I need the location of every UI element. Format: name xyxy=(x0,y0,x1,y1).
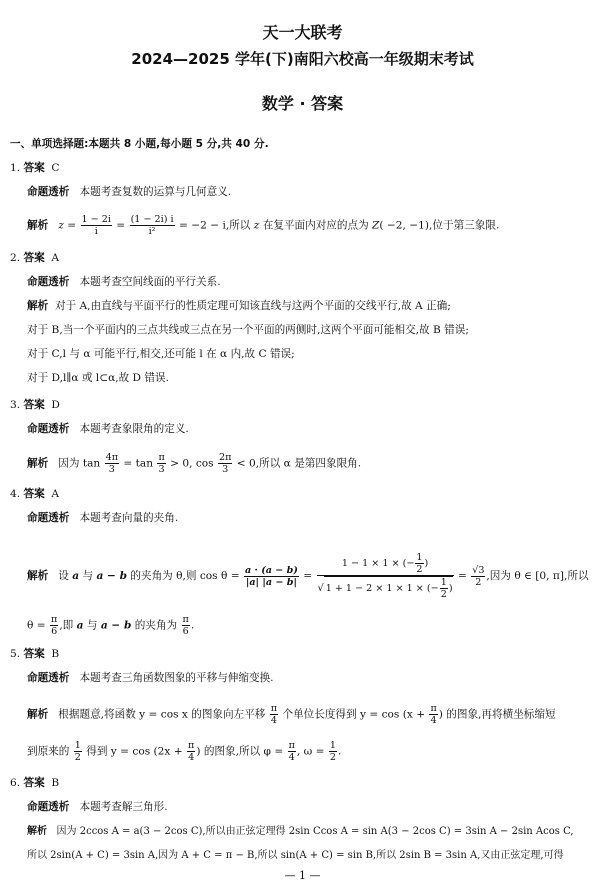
q6-analysis-line-2: 所以 2sin(A + C) = 3sin A,因为 A + C = π − B,所以 sin(A + C) = sin B,所以 2sin B = 3sin A,又由正弦定理,可得 xyxy=(27,850,564,861)
analysis-label: 解析 xyxy=(27,219,49,232)
q6-answer-value: B xyxy=(51,777,60,789)
answer-label: 答案 xyxy=(23,162,45,174)
q2-analysis-line-4: 对于 D,l∥α 或 l⊂α,故 D 错误. xyxy=(27,372,169,384)
q6-analysis-line-1: 解析 因为 2ccos A = a(3 − 2cos C),所以由正弦定理得 2sin Ccos A = sin A(3 − 2cos C) = 3sin A − 2sin Acos C, xyxy=(27,826,574,837)
q5-answer-value: B xyxy=(51,648,60,660)
q1-insight xyxy=(27,184,605,200)
page-number: — 1 — xyxy=(284,869,321,882)
q1-analysis: 解析 z = $\frac{1 - 2i}{i}$ = $\frac{(1 - 2i) i}{\text{i²}}$ = −2 − i,所以 z 在复平面内对应的点为 Z( −2, −1),位于第三象限. xyxy=(27,214,500,237)
q1-insight-text: 本题考查复数的运算与几何意义. xyxy=(79,186,232,198)
q2-analysis-line-3: 对于 C,l 与 α 可能平行,相交,还可能 l 在 α 内,故 C 错误; xyxy=(27,348,295,360)
q1-answer-value: C xyxy=(51,162,60,174)
q2-analysis-line-1: 解析 对于 A,由直线与平面平行的性质定理可知该直线与这两个平面的交线平行,故 A 正确; xyxy=(27,300,451,312)
q6-answer: 6. 答案 B xyxy=(10,777,60,789)
q4-big-fraction: 1 − 1 × 1 × (− $\frac{1}{2}$ ) √ 1 + 1 − 2 × 1 × 1 × (− $\frac{1}{2}$ ) xyxy=(317,552,453,600)
q2-answer: 2. 答案 A xyxy=(10,252,60,264)
q4-analysis: 解析 设 a 与 a − b 的夹角为 θ,则 cos θ = $\frac{a \cdot (a - b)}{|a| |a - b|}$ = 1 − 1 × 1 × (− $\frac{1}{2}$ ) √ 1 + 1 − 2 × 1 × 1 × (− $\frac{1}{2}$ ) = $\frac{√3}{2}$ ,因为 θ ∈ [0, π],所以 xyxy=(27,552,589,600)
q4-insight: 命题透析 本题考查向量的夹角. xyxy=(27,512,179,524)
q1-number: 1. xyxy=(10,162,21,174)
title-line-3: 数学 · 答案 xyxy=(261,94,344,113)
q5-analysis: 解析 根据题意,将函数 y = cos x 的图象向左平移 $\frac{\pi}{4}$ 个单位长度得到 y = cos (x + $\frac{\pi}{4}$ ) 的图象,再将横坐标缩短 xyxy=(27,703,556,726)
q2-answer-value: A xyxy=(51,252,60,264)
title-line-1: 天一大联考 xyxy=(262,23,343,42)
q2-analysis-line-2: 对于 B,当一个平面内的三点共线或三点在另一个平面的两侧时,这两个平面可能相交,故 B 错误; xyxy=(27,324,469,336)
insight-label: 命题透析 xyxy=(27,186,70,198)
q3-insight: 命题透析 本题考查象限角的定义. xyxy=(27,423,189,435)
q1-fraction-2: $\frac{(1 - 2i) i}{\text{i²}}$ xyxy=(130,214,174,237)
q6-insight: 命题透析 本题考查解三角形. xyxy=(27,801,168,813)
title-line-2: 2024—2025 学年(下)南阳六校高一年级期末考试 xyxy=(131,50,474,68)
q2-insight: 命题透析 本题考查空间线面的平行关系. xyxy=(27,276,221,288)
q1-fraction-1: $\frac{1 - 2i}{i}$ xyxy=(81,214,111,237)
q4-answer-value: A xyxy=(51,488,60,500)
q5-answer: 5. 答案 B xyxy=(10,648,60,660)
q3-analysis: 解析 因为 tan $\frac{4\pi}{3}$ = tan $\frac{\pi}{3}$ > 0, cos $\frac{2\pi}{3}$ < 0,所以 α 是第四象限角. xyxy=(27,452,362,475)
q4-vector-fraction: $\frac{a \cdot (a - b)}{|a| |a - b|}$ xyxy=(244,564,298,588)
q3-answer: 3. 答案 D xyxy=(10,399,60,411)
q5-insight: 命题透析 本题考查三角函数图象的平移与伸缩变换. xyxy=(27,672,274,684)
q1-answer xyxy=(10,160,605,176)
section-heading: 一、单项选择题:本题共 8 小题,每小题 5 分,共 40 分. xyxy=(10,138,269,150)
q4-result: θ = $\frac{\pi}{6}$ ,即 a 与 a − b 的夹角为 $\frac{\pi}{6}$ . xyxy=(27,614,195,637)
q4-answer: 4. 答案 A xyxy=(10,488,60,500)
q3-answer-value: D xyxy=(51,399,60,411)
q5-analysis-2: 到原来的 $\frac{1}{2}$ 得到 y = cos (2x + $\frac{\pi}{4}$ ) 的图象,所以 φ = $\frac{\pi}{4}$ , ω = $\frac{1}{2}$ . xyxy=(27,740,342,763)
